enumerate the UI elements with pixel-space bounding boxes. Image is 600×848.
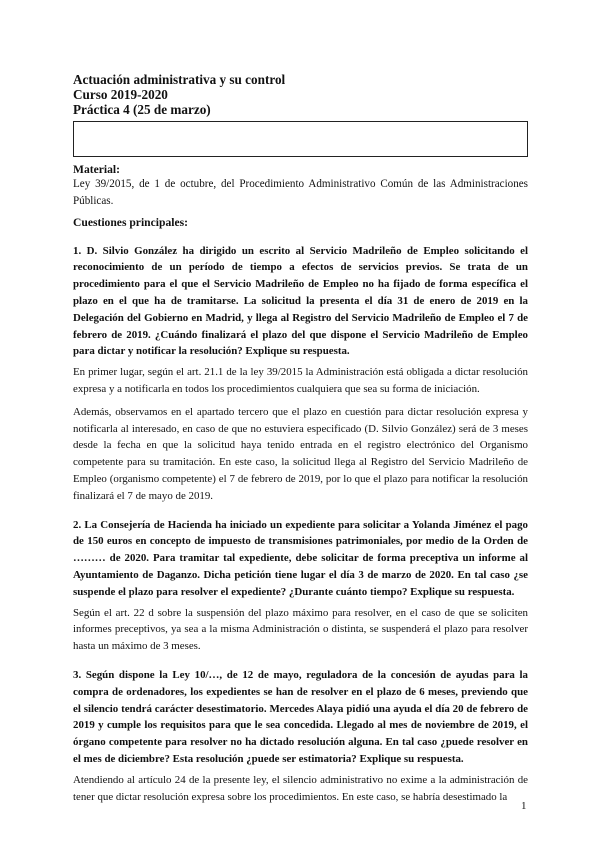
course-title: Actuación administrativa y su control bbox=[73, 72, 286, 87]
answer-3-paragraph-1: Atendiendo al artículo 24 de la presente ley, el silencio administrativo no exime a la administración de tener que dictar resolución expresa sobre los procedimientos. En este caso, se habría desestimado la bbox=[73, 773, 528, 803]
answer-1-paragraph-2: Además, observamos en el apartado tercero que el plazo en cuestión para dictar resolución expresa y notificarla al interesado, en caso de que no estuviera especificado (D. Silvio González) será de 3 meses desde la fecha en que la solicitud haya tenido entrada en el registro electrónico del Organismo competente para su tramitación. En este caso, la solicitud llega al Registro del Servicio Madrileño de Empleo (organismo competente) el 7 de febrero de 2019, por lo que el plazo para notificar la resolución finalizará el 7 de mayo de 2019. bbox=[73, 405, 528, 502]
question-2: 2. La Consejería de Hacienda ha iniciado un expediente para solicitar a Yolanda Jiménez el pago de 150 euros en concepto de impuesto de transmisiones patrimoniales, por medio de la Orden de ……… de 2020. Para tramitar tal expediente, debe solicitar de forma preceptiva un informe al Ayuntamiento de Daganzo. Dicha petición tiene lugar el día 3 de marzo de 2020. En tal caso ¿se suspende el plazo para resolver el expediente? ¿Durante cuánto tiempo? Explique su respuesta. bbox=[73, 518, 528, 598]
answer-1-paragraph-1: En primer lugar, según el art. 21.1 de la ley 39/2015 la Administración está obligada a dictar resolución expresa y a notificarla en todos los procedimientos cualquiera que sea su forma de iniciación. bbox=[73, 366, 528, 395]
cuestiones-label: Cuestiones principales: bbox=[73, 215, 188, 229]
name-box bbox=[73, 121, 528, 157]
material-label: Material: bbox=[73, 163, 120, 176]
question-3: 3. Según dispone la Ley 10/…, de 12 de mayo, reguladora de la concesión de ayudas para la compra de ordenadores, los expedientes se han de resolver en el plazo de 6 meses, previendo que el silencio tendrá carácter desestimatorio. Mercedes Alaya pidió una ayuda el día 20 de febrero de 2019 y cumple los requisitos para que le sea concedida. Llegado al mes de noviembre de 2019, el órgano competente para resolver no ha dictado resolución alguna. En tal caso ¿puede resolver en el mes de diciembre? Esta resolución ¿puede ser estimatoria? Explique su respuesta. bbox=[73, 668, 528, 765]
document-page bbox=[73, 72, 528, 805]
material-text: Ley 39/2015, de 1 de octubre, del Procedimiento Administrativo Común de las Administraciones Públicas. bbox=[73, 178, 528, 207]
practice-title: Práctica 4 (25 de marzo) bbox=[73, 102, 211, 117]
course-year: Curso 2019-2020 bbox=[73, 87, 168, 102]
page-number: 1 bbox=[521, 800, 527, 812]
answer-2-paragraph-1: Según el art. 22 d sobre la suspensión del plazo máximo para resolver, en el caso de que se soliciten informes preceptivos, ya sea a la misma Administración o distinta, se suspenderá el plazo para resolver hasta un máximo de 3 meses. bbox=[73, 606, 528, 653]
question-1: 1. D. Silvio González ha dirigido un escrito al Servicio Madrileño de Empleo solicitando el reconocimiento de un período de tiempo a efectos de servicios previos. Se trata de un procedimiento para el que el Servicio Madrileño de Empleo no ha fijado de forma específica el plazo en el que ha de tramitarse. La solicitud la presenta el día 31 de enero de 2019 en la Delegación del Gobierno en Madrid, y llega al Registro del Servicio Madrileño de Empleo el 7 de febrero de 2019. ¿Cuándo finalizará el plazo del que dispone el Servicio Madrileño de Empleo para dictar y notificar la resolución? Explique su respuesta. bbox=[73, 244, 528, 358]
